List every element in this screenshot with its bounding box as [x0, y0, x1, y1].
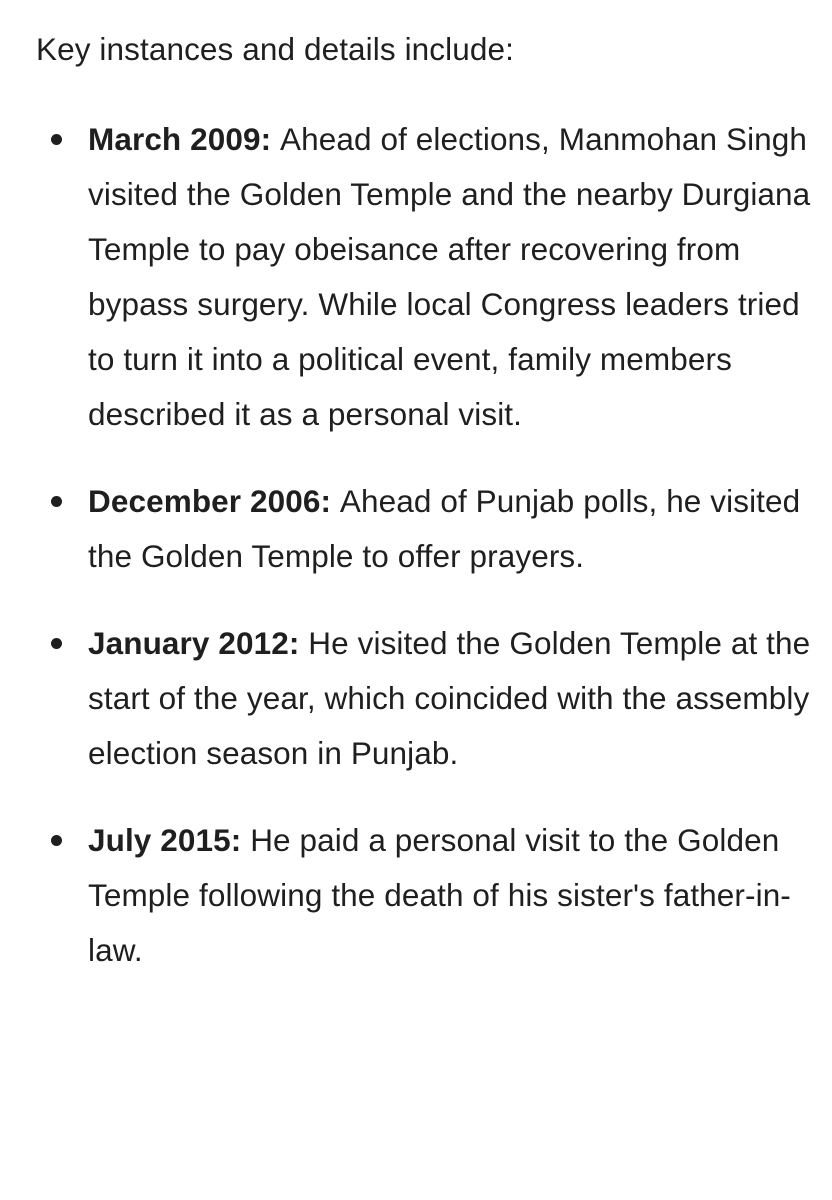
response-content: [36, 22, 816, 978]
bullet-icon: [51, 134, 62, 145]
item-date-label: July 2015:: [88, 822, 251, 858]
list-item: [36, 813, 816, 978]
item-description: He visited the Golden Temple at the start of the year, which coincided with the assembly election season in Punjab.: [88, 625, 811, 771]
list-item: [36, 616, 816, 781]
bullet-icon: [51, 835, 62, 846]
instances-list: [36, 112, 816, 978]
intro-text: Key instances and details include:: [36, 31, 514, 67]
list-item: [36, 112, 816, 442]
item-description: Ahead of elections, Manmohan Singh visited the Golden Temple and the nearby Durgiana Temple to pay obeisance after recovering from bypass surgery. While local Congress leaders tried to turn it into a political event, family members described it as a personal visit.: [88, 121, 811, 432]
item-date-label: January 2012:: [88, 625, 309, 661]
item-description: He paid a personal visit to the Golden Temple following the death of his sister's father-in-law.: [88, 822, 791, 968]
item-date-label: December 2006:: [88, 483, 340, 519]
item-description: Ahead of Punjab polls, he visited the Golden Temple to offer prayers.: [88, 483, 801, 574]
list-item: [36, 474, 816, 584]
bullet-icon: [51, 496, 62, 507]
bullet-icon: [51, 638, 62, 649]
item-date-label: March 2009:: [88, 121, 281, 157]
